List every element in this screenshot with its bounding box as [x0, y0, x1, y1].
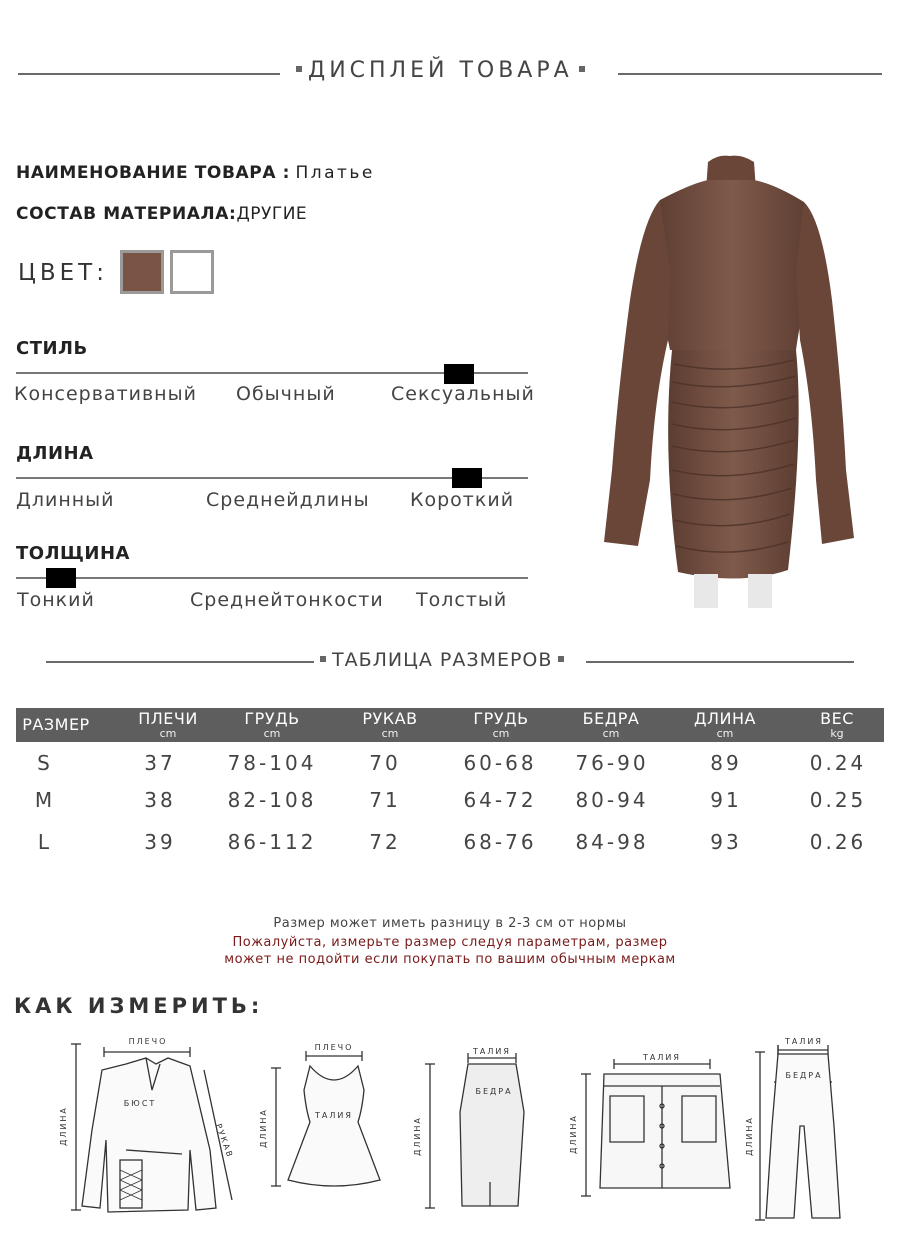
skirt-length-label: ДЛИНА — [413, 1116, 422, 1156]
product-photo — [590, 150, 880, 610]
size-note-warning-1: Пожалуйста, измерьте размер следуя параметрам, размер — [232, 935, 668, 950]
style-scale-marker — [444, 364, 474, 384]
length-scale-marker — [452, 468, 482, 488]
jacket-bust-label: БЮСТ — [123, 1099, 157, 1108]
style-option-sexy: Сексуальный — [391, 383, 535, 405]
pants-measure-diagram — [745, 1036, 858, 1222]
bullet-icon — [296, 66, 302, 72]
cell-hips: 80-94 — [575, 788, 649, 812]
shorts-length-label: ДЛИНА — [569, 1114, 578, 1154]
header-divider-left — [18, 73, 280, 75]
material-value: ДРУГИЕ — [236, 204, 308, 224]
cell-size: S — [37, 751, 53, 775]
cell-hips: 76-90 — [575, 751, 649, 775]
thickness-scale-title: ТОЛЩИНА — [16, 543, 130, 564]
cell-weight: 0.26 — [809, 830, 867, 854]
color-swatch-brown[interactable] — [120, 250, 164, 294]
shorts-waist-label: ТАЛИЯ — [643, 1053, 681, 1062]
cell-chest: 78-104 — [227, 751, 317, 775]
cell-length: 91 — [710, 788, 742, 812]
cell-weight: 0.24 — [809, 751, 867, 775]
thickness-option-thin: Тонкий — [17, 589, 95, 611]
page-title: ДИСПЛЕЙ ТОВАРА — [290, 58, 591, 83]
cell-chest: 86-112 — [227, 830, 317, 854]
col-header-sleeve: РУКАВ cm — [362, 709, 418, 740]
cell-chest: 82-108 — [227, 788, 317, 812]
bullet-icon — [579, 66, 585, 72]
header-divider-right — [618, 73, 882, 75]
dress-waist-label: ТАЛИЯ — [315, 1111, 353, 1120]
size-table-divider-right — [586, 661, 854, 663]
pants-waist-label: ТАЛИЯ — [785, 1037, 823, 1046]
col-header-length: ДЛИНА cm — [694, 709, 756, 740]
size-table-divider-left — [46, 661, 314, 663]
style-option-conservative: Консервативный — [14, 383, 197, 405]
shorts-measure-diagram — [570, 1046, 750, 1206]
size-note-tolerance: Размер может иметь разницу в 2-3 см от нормы — [273, 916, 627, 931]
cell-weight: 0.25 — [809, 788, 867, 812]
col-header-chest: ГРУДЬ cm — [244, 709, 300, 740]
material-label: СОСТАВ МАТЕРИАЛА: — [16, 204, 237, 224]
length-scale-title: ДЛИНА — [16, 443, 94, 464]
col-header-hips: БЕДРА cm — [582, 709, 640, 740]
cell-size: L — [37, 830, 53, 854]
size-note-warning-2: может не подойти если покупать по вашим обычным меркам — [224, 952, 676, 967]
cell-hips: 84-98 — [575, 830, 649, 854]
material-row — [16, 204, 307, 224]
col-header-size: РАЗМЕР — [22, 715, 90, 734]
col-header-chest-2: ГРУДЬ cm — [473, 709, 529, 740]
bullet-icon — [558, 656, 564, 662]
size-table-title: ТАБЛИЦА РАЗМЕРОВ — [314, 649, 570, 671]
product-name-row — [16, 163, 375, 183]
dress-shoulder-label: ПЛЕЧО — [314, 1043, 354, 1052]
skirt-hips-label: БЕДРА — [475, 1087, 513, 1096]
dress-length-label: ДЛИНА — [259, 1108, 268, 1148]
cell-chest-2: 64-72 — [463, 788, 537, 812]
color-label: ЦВЕТ: — [18, 260, 108, 286]
color-swatch-white[interactable] — [170, 250, 214, 294]
jacket-measure-diagram — [56, 1030, 242, 1218]
product-name-label: НАИМЕНОВАНИЕ ТОВАРА : — [16, 163, 291, 183]
jacket-sleeve-label: РУКАВ — [213, 1122, 235, 1160]
thickness-scale-marker — [46, 568, 76, 588]
col-header-weight: ВЕС kg — [820, 709, 854, 740]
cell-shoulders: 38 — [144, 788, 176, 812]
cell-sleeve: 70 — [369, 751, 401, 775]
style-option-casual: Обычный — [236, 383, 336, 405]
skirt-measure-diagram — [412, 1042, 552, 1212]
style-scale-title: СТИЛЬ — [16, 338, 88, 359]
pants-length-label: ДЛИНА — [745, 1116, 754, 1156]
product-name-value: Платье — [295, 163, 375, 183]
cell-sleeve: 72 — [369, 830, 401, 854]
thickness-scale-track — [16, 577, 528, 579]
how-to-measure-title: КАК ИЗМЕРИТЬ: — [14, 994, 264, 1018]
cell-shoulders: 39 — [144, 830, 176, 854]
thickness-option-thick: Толстый — [416, 589, 508, 611]
length-option-long: Длинный — [16, 489, 115, 511]
length-option-short: Короткий — [410, 489, 515, 511]
col-header-shoulders: ПЛЕЧИ cm — [138, 709, 198, 740]
length-option-medium: Среднейдлины — [206, 489, 370, 511]
bullet-icon — [320, 656, 326, 662]
dress-measure-diagram — [258, 1040, 408, 1190]
cell-shoulders: 37 — [144, 751, 176, 775]
size-table-header — [16, 708, 884, 742]
cell-size: M — [34, 788, 56, 812]
cell-length: 93 — [710, 830, 742, 854]
cell-length: 89 — [710, 751, 742, 775]
thickness-option-medium: Среднейтонкости — [190, 589, 384, 611]
jacket-shoulder-label: ПЛЕЧО — [128, 1037, 168, 1046]
skirt-waist-label: ТАЛИЯ — [473, 1047, 511, 1056]
pants-hips-label: БЕДРА — [785, 1071, 823, 1080]
cell-chest-2: 68-76 — [463, 830, 537, 854]
cell-chest-2: 60-68 — [463, 751, 537, 775]
jacket-length-label: ДЛИНА — [59, 1106, 68, 1146]
cell-sleeve: 71 — [369, 788, 401, 812]
